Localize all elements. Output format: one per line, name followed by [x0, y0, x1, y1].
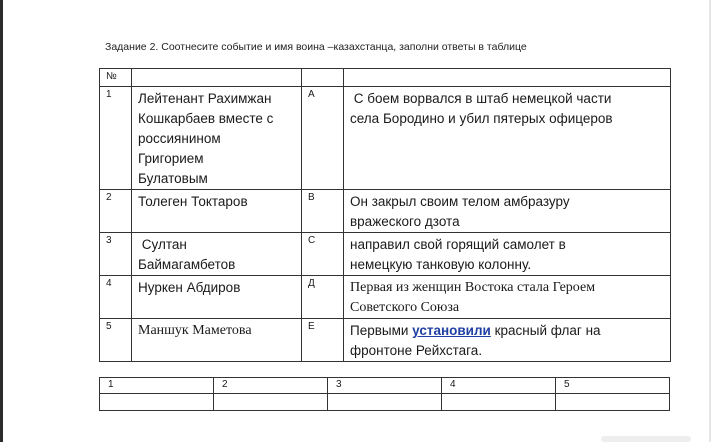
- answer-table: [99, 377, 670, 411]
- hero-name: [132, 190, 302, 233]
- hero-name-line: Маншук Маметова: [138, 323, 252, 338]
- answer-header-5: 5: [556, 378, 670, 394]
- table-row: [100, 190, 671, 233]
- event-description: [344, 87, 671, 190]
- matching-table: [99, 68, 671, 362]
- event-line: вражеского дзота: [350, 214, 460, 229]
- table-header-row: [100, 69, 671, 87]
- header-name-cell: [132, 69, 302, 87]
- hero-name-line: Григорием: [138, 151, 204, 166]
- hero-name-line: Султан: [138, 237, 187, 252]
- answer-header-row: [100, 378, 670, 394]
- task-title: Задание 2. Соотнесите событие и имя воина –казахстанца, заполни ответы в таблице: [105, 41, 527, 53]
- hero-name-line: Толеген Токтаров: [138, 194, 248, 209]
- hero-name-line: Лейтенант Рахимжан: [138, 91, 272, 106]
- event-line: С боем ворвался в штаб немецкой части: [350, 91, 612, 106]
- hero-name: [132, 87, 302, 190]
- hero-name: [132, 319, 302, 362]
- event-line: немецкую танковую колонну.: [350, 257, 532, 272]
- answer-header-1: 1: [100, 378, 214, 394]
- scan-shadow: [601, 436, 691, 442]
- row-number: 1: [100, 87, 132, 190]
- hero-name-line: Нуркен Абдиров: [138, 280, 241, 295]
- event-letter: Е: [302, 319, 344, 362]
- event-line: направил свой горящий самолет в: [350, 237, 566, 252]
- table-row: [100, 319, 671, 362]
- event-description: [344, 276, 671, 319]
- answer-cell-3[interactable]: [328, 394, 442, 411]
- answer-cell-1[interactable]: [100, 394, 214, 411]
- event-line: [350, 321, 666, 341]
- hero-name-line: россиянином: [138, 131, 221, 146]
- table-row: [100, 87, 671, 190]
- event-letter: В: [302, 190, 344, 233]
- row-number: 5: [100, 319, 132, 362]
- row-number: 4: [100, 276, 132, 319]
- answer-input-row: [100, 394, 670, 411]
- word-link[interactable]: установили: [412, 323, 491, 338]
- event-letter: А: [302, 87, 344, 190]
- header-event-cell: [344, 69, 671, 87]
- event-line: Советского Союза: [350, 300, 460, 315]
- header-number: №: [100, 69, 132, 87]
- event-description: [344, 190, 671, 233]
- event-text: красный флаг на: [490, 323, 601, 338]
- answer-header-3: 3: [328, 378, 442, 394]
- answer-header-2: 2: [214, 378, 328, 394]
- row-number: 2: [100, 190, 132, 233]
- answer-cell-4[interactable]: [442, 394, 556, 411]
- row-number: 3: [100, 233, 132, 276]
- event-letter: Д: [302, 276, 344, 319]
- event-description: [344, 319, 671, 362]
- event-letter: С: [302, 233, 344, 276]
- hero-name-line: Баймагамбетов: [138, 257, 236, 272]
- event-line: Первая из женщин Востока стала Героем: [350, 280, 596, 295]
- answer-cell-5[interactable]: [556, 394, 670, 411]
- hero-name: [132, 233, 302, 276]
- page-edge-left: [0, 0, 3, 442]
- hero-name-line: Булатовым: [138, 171, 208, 186]
- event-line: фронтоне Рейхстага.: [350, 343, 483, 358]
- table-row: [100, 276, 671, 319]
- event-line: Он закрыл своим телом амбразуру: [350, 194, 570, 209]
- hero-name: [132, 276, 302, 319]
- event-description: [344, 233, 671, 276]
- event-text: Первыми: [350, 323, 413, 338]
- hero-name-line: Кошкарбаев вместе с: [138, 111, 274, 126]
- answer-cell-2[interactable]: [214, 394, 328, 411]
- event-line: села Бородино и убил пятерых офицеров: [350, 111, 613, 126]
- answer-header-4: 4: [442, 378, 556, 394]
- table-row: [100, 233, 671, 276]
- header-letter-cell: [302, 69, 344, 87]
